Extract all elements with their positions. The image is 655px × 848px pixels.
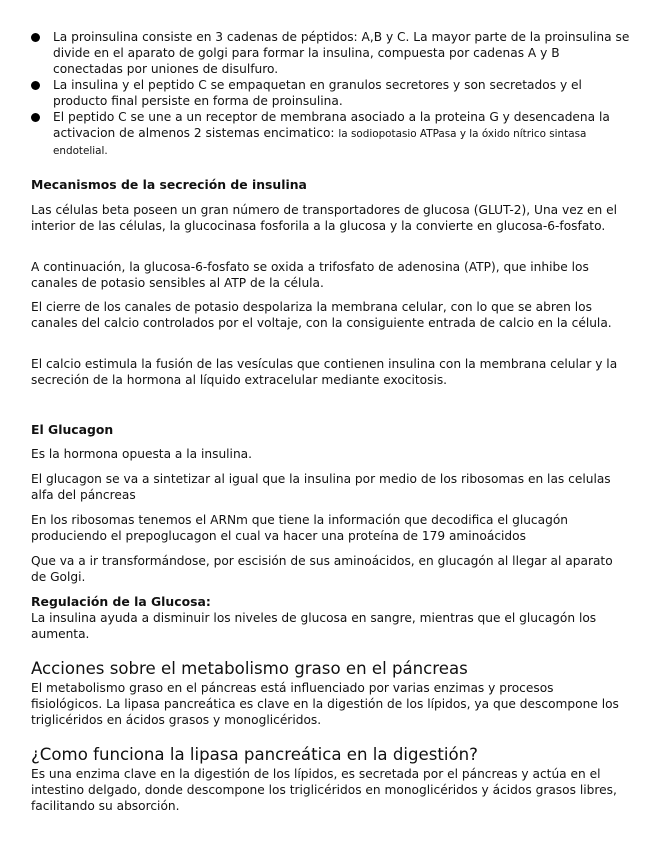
- bullet-text: La insulina y el peptido C se empaquetan en granulos secretores y son secretados y el producto final persiste en forma de proinsulina.: [53, 78, 582, 108]
- bullet-item: [31, 109, 631, 159]
- heading-mecanismos: Mecanismos de la secreción de insulina: [31, 177, 307, 192]
- paragraph-regulacion-1: La insulina ayuda a disminuir los niveles de glucosa en sangre, mientras que el glucagón los aumenta.: [31, 611, 597, 641]
- bullet-text: El peptido C se une a un receptor de membrana asociado a la proteina G y desencadena la activacion de almenos 2 sistemas encimatico:: [53, 110, 610, 140]
- paragraph-lipasa-1: Es una enzima clave en la digestión de los lípidos, es secretada por el páncreas y actúa en el intestino delgado, donde descompone los triglicéridos en monoglicéridos y ácidos grasos libres, facilitando su absorción.: [31, 767, 617, 813]
- bullet-dot-icon: [31, 33, 40, 42]
- paragraph-glucagon-2: El glucagon se va a sintetizar al igual que la insulina por medio de los ribosomas en las celulas alfa del páncreas: [31, 472, 611, 502]
- paragraph-mecanismos-4: El calcio estimula la fusión de las vesículas que contienen insulina con la membrana celular y la secreción de la hormona al líquido extracelular mediante exocitosis.: [31, 357, 618, 387]
- paragraph-mecanismos-2: A continuación, la glucosa-6-fosfato se oxida a trifosfato de adenosina (ATP), que inhibe los canales de potasio sensibles al ATP de la célula.: [31, 260, 589, 290]
- paragraph-mecanismos-3: El cierre de los canales de potasio despolariza la membrana celular, con lo que se abren los canales del calcio controlados por el voltaje, con la consiguiente entrada de calcio en la célula.: [31, 300, 612, 330]
- bullet-small-text: la sodiopotasio ATPasa y la óxido nítrico sintasa endotelial.: [53, 128, 587, 157]
- bullet-dot-icon: [31, 113, 40, 122]
- paragraph-acciones-1: El metabolismo graso en el páncreas está influenciado por varias enzimas y procesos fisiológicos. La lipasa pancreática es clave en la digestión de los lípidos, ya que descompone los triglicéridos en ácidos grasos y monoglicéridos.: [31, 681, 619, 727]
- bullet-item: [31, 77, 631, 109]
- heading-regulacion: Regulación de la Glucosa:: [31, 594, 211, 609]
- bullet-list: [31, 29, 631, 159]
- paragraph-glucagon-1: Es la hormona opuesta a la insulina.: [31, 447, 253, 461]
- bullet-item: [31, 29, 631, 77]
- heading-glucagon: El Glucagon: [31, 422, 114, 437]
- paragraph-glucagon-3: En los ribosomas tenemos el ARNm que tiene la información que decodifica el glucagón produciendo el prepoglucagon el cual va hacer una proteína de 179 aminoácidos: [31, 513, 569, 543]
- heading-acciones: Acciones sobre el metabolismo graso en el páncreas: [31, 659, 468, 678]
- bullet-dot-icon: [31, 81, 40, 90]
- bullet-text: La proinsulina consiste en 3 cadenas de péptidos: A,B y C. La mayor parte de la proinsulina se divide en el aparato de golgi para formar la insulina, compuesta por cadenas A y B conectadas por uniones de disulfuro.: [53, 30, 630, 76]
- paragraph-mecanismos-1: Las células beta poseen un gran número de transportadores de glucosa (GLUT-2), Una vez en el interior de las células, la glucocinasa fosforila a la glucosa y la convierte en glucosa-6-fosfato.: [31, 203, 617, 233]
- heading-lipasa: ¿Como funciona la lipasa pancreática en la digestión?: [31, 745, 478, 764]
- paragraph-glucagon-4: Que va a ir transformándose, por escisión de sus aminoácidos, en glucagón al llegar al aparato de Golgi.: [31, 554, 613, 584]
